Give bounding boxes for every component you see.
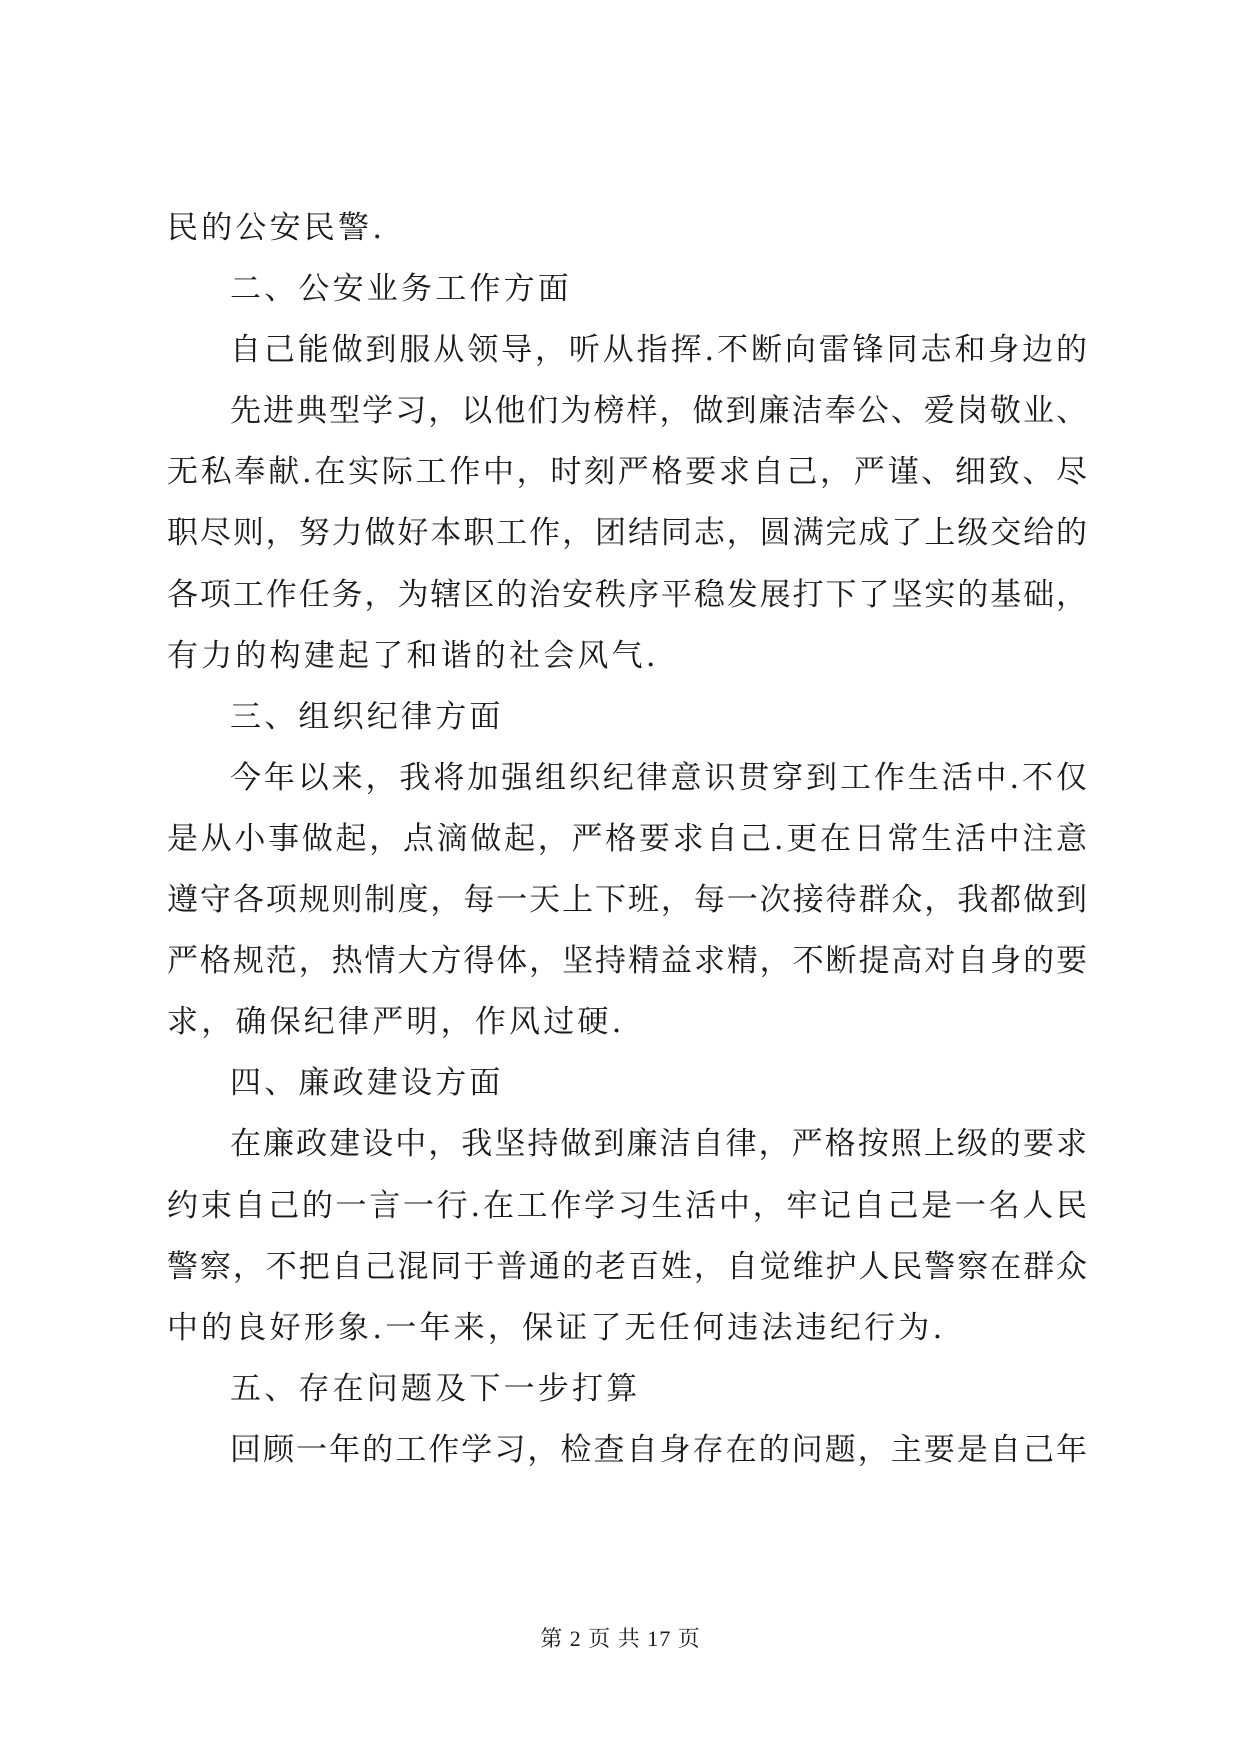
text-line: 无私奉献.在实际工作中，时刻严格要求自己，严谨、细致、尽 <box>167 454 1087 491</box>
text-line: 求，确保纪律严明，作风过硬. <box>167 1004 625 1041</box>
text-line: 是从小事做起，点滴做起，严格要求自己.更在日常生活中注意 <box>167 820 1087 857</box>
text-line: 在廉政建设中，我坚持做到廉洁自律，严格按照上级的要求 <box>230 1126 1087 1163</box>
text-line: 遵守各项规则制度，每一天上下班，每一次接待群众，我都做到 <box>167 882 1087 919</box>
text-line: 有力的构建起了和谐的社会风气. <box>167 637 659 674</box>
text-line: 职尽则，努力做好本职工作，团结同志，圆满完成了上级交给的 <box>167 515 1087 552</box>
text-line: 回顾一年的工作学习，检查自身存在的问题，主要是自己年 <box>230 1431 1087 1468</box>
text-line: 中的良好形象.一年来，保证了无任何违法违纪行为. <box>167 1309 946 1346</box>
document-body <box>167 198 1087 1481</box>
text-line: 四、廉政建设方面 <box>230 1065 504 1102</box>
text-line: 二、公安业务工作方面 <box>230 271 572 308</box>
text-line: 民的公安民警. <box>167 210 386 246</box>
text-line: 警察，不把自己混同于普通的老百姓，自觉维护人民警察在群众 <box>167 1248 1087 1285</box>
text-line: 严格规范，热情大方得体，坚持精益求精，不断提高对自身的要 <box>167 943 1087 980</box>
page-footer: 第 2 页 共 17 页 <box>540 1626 701 1651</box>
text-line: 先进典型学习，以他们为榜样，做到廉洁奉公、爱岗敬业、 <box>230 393 1087 430</box>
text-line: 三、组织纪律方面 <box>230 698 504 735</box>
text-line: 今年以来，我将加强组织纪律意识贯穿到工作生活中.不仅 <box>230 759 1087 796</box>
text-line: 约束自己的一言一行.在工作学习生活中，牢记自己是一名人民 <box>167 1187 1087 1224</box>
text-line: 各项工作任务，为辖区的治安秩序平稳发展打下了坚实的基础， <box>167 576 1087 613</box>
text-line: 自己能做到服从领导，听从指挥.不断向雷锋同志和身边的 <box>230 332 1087 369</box>
text-line: 五、存在问题及下一步打算 <box>230 1370 641 1407</box>
